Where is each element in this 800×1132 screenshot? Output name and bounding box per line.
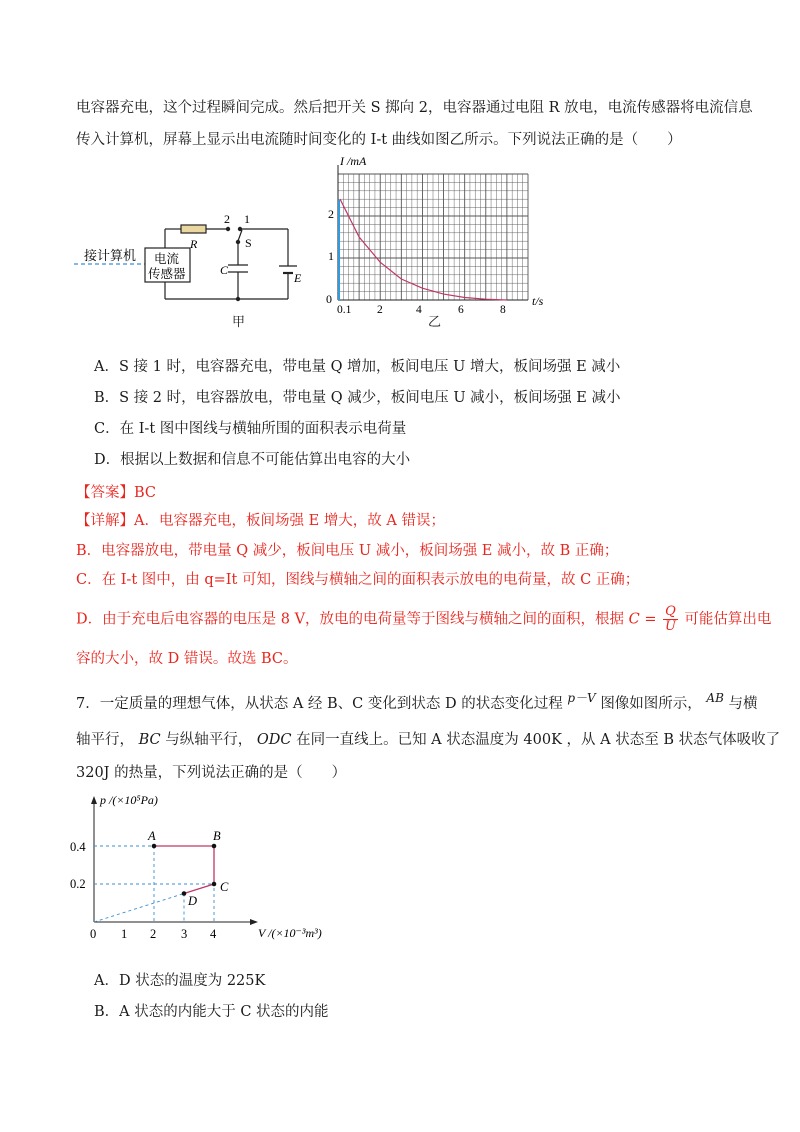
q7-option-b: B．A 状态的内能大于 C 状态的内能 [94,1004,329,1020]
p-v-point-c: C [220,880,229,894]
i-t-xtick-4: 4 [416,304,422,316]
p-v-point-d: D [188,894,198,908]
q7-line-3 [76,762,346,784]
q6-detail-4 [76,605,771,634]
circuit-diagram [70,210,310,325]
q6-stem-line1: 电容器充电，这个过程瞬间完成。然后把开关 S 掷向 2，电容器通过电阻 R 放电，电流传感器将电流信息 [76,100,753,116]
i-t-xtick-2: 2 [377,304,383,316]
i-t-origin: 0 [326,292,332,306]
p-v-dash-od [94,894,184,923]
q7-line1c: 与横 [728,695,758,712]
graph-caption: 乙 [428,315,442,330]
q7-line1a: 7．一定质量的理想气体，从状态 A 经 B、C 变化到状态 D 的状态变化过程 [76,695,563,712]
q7-line1b: 图像如图所示， [600,695,702,712]
formula-den: U [664,619,676,634]
p-v-graph [70,790,350,950]
switch-label: S [245,236,252,250]
i-t-xlabel: t/s [532,294,544,308]
contact-1-label: 1 [244,212,250,226]
p-v-xtick-0: 0 [90,927,97,941]
q7-line-2 [76,729,780,751]
q7-ab: AB [706,691,724,705]
sensor-label-1: 电流 [154,252,180,266]
i-t-ylabel: I /mA [340,155,367,168]
p-v-ylabel: p /(×10⁵Pa) [100,793,158,807]
p-v-dot-d [182,891,187,896]
i-t-xtick-0.1: 0.1 [337,304,352,316]
q7-line2b: 与纵轴平行， [165,732,253,748]
q6-detail-1: 【详解】A．电容器充电，板间场强 E 增大，故 A 错误； [76,513,445,529]
q6-option-a: A．S 接 1 时，电容器充电，带电量 Q 增加，板间电压 U 增大，板间场强 E 减小 [94,359,621,375]
q7-odc: ODC [256,732,292,748]
q7-option-a-value: 225K [226,973,266,989]
p-v-ytick-0.2: 0.2 [70,877,86,891]
p-v-xtick-2: 2 [150,927,157,941]
i-t-ytick-2: 2 [328,207,334,221]
q6-option-c: C．在 I-t 图中图线与横轴所围的面积表示电荷量 [94,421,407,437]
i-t-graph [318,155,568,320]
p-v-point-a: A [148,829,156,843]
circuit-caption: 甲 [232,315,246,330]
q7-bc: BC [138,732,161,748]
i-t-ytick-1: 1 [328,249,334,263]
p-v-point-b: B [213,829,221,843]
q7-pv: p－V [567,691,596,705]
resistor-label: R [190,237,198,251]
p-v-dot-c [212,882,217,887]
q7-line3: 的热量，下列说法正确的是（ ） [114,765,347,781]
q6-option-b: B．S 接 2 时，电容器放电，带电量 Q 减少，板间电压 U 减小，板间场强 E 减小 [94,390,621,406]
formula-num: Q [665,604,676,619]
q7-line2a: 轴平行， [76,732,134,748]
q7-line2c: 在同一直线上。已知 A 状态温度为 [296,732,519,748]
q6-detail-4a: D．由于充电后电容器的电压是 8 V，放电的电荷量等于图线与横轴之间的面积，根据 [76,611,625,628]
q7-line2d: ，从 A 状态至 B 状态气体吸收了 [566,732,781,748]
q7-option-a [94,970,265,992]
p-v-dot-a [152,844,157,849]
i-t-xtick-8: 8 [500,304,506,316]
p-v-process-line [154,846,214,894]
p-v-xlabel: V /(×10⁻³m³) [258,926,322,940]
formula-c: C = [628,611,657,628]
q7-option-a-text: A．D 状态的温度为 [94,973,223,989]
p-v-xtick-1: 1 [121,927,128,941]
q6-option-d: D．根据以上数据和信息不可能估算出电容的大小 [94,452,411,468]
q7-heat: 320J [76,765,110,781]
battery-label: E [294,271,302,285]
p-v-xtick-3: 3 [181,927,188,941]
q6-stem-line2: 传入计算机，屏幕上显示出电流随时间变化的 I-t 曲线如图乙所示。下列说法正确的是（ ） [76,132,682,148]
p-v-xtick-4: 4 [210,927,217,941]
computer-label: 接计算机 [84,248,137,263]
q7-temp: 400K [523,732,562,748]
p-v-ytick-0.4: 0.4 [70,840,86,854]
q6-detail-5: 容的大小，故 D 错误。故选 BC。 [76,651,298,667]
q7-line-1 [76,687,758,715]
q6-answer: 【答案】BC [76,485,157,501]
p-v-dot-b [212,844,217,849]
q6-detail-2: B．电容器放电，带电量 Q 减少，板间电压 U 减小，板间场强 E 减小，故 B 正确； [76,543,619,559]
q6-detail-4b: 可能估算出电 [684,611,772,628]
sensor-label-2: 传感器 [148,267,186,281]
capacitor-label: C [220,263,229,277]
q6-detail-3: C．在 I-t 图中，由 q=It 可知，图线与横轴之间的面积表示放电的电荷量，故 C 正确； [76,572,640,588]
formula-fraction [663,605,678,634]
i-t-xtick-6: 6 [458,304,464,316]
contact-2-label: 2 [224,212,230,226]
